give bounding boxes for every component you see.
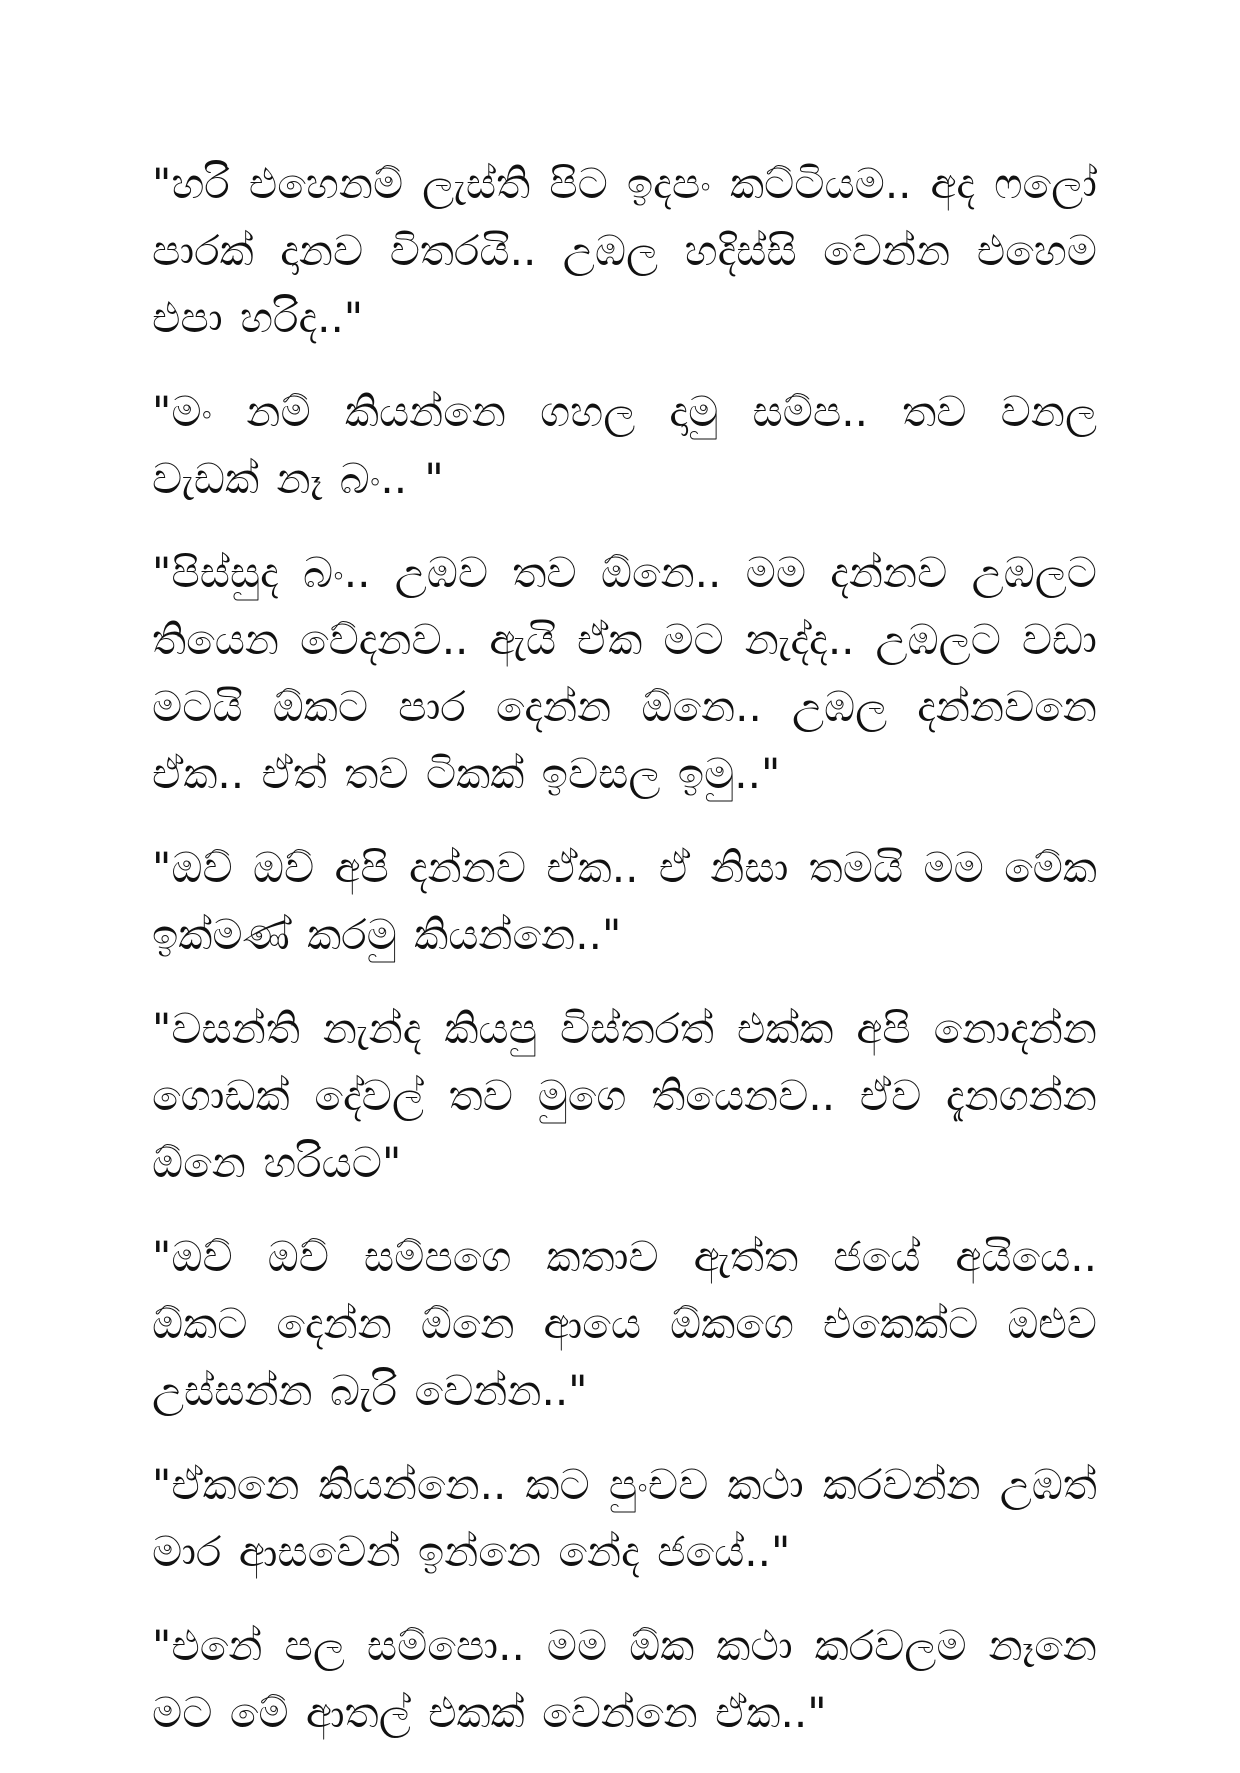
paragraph-3: "පිස්සුද බං.. උඹව තව ඕනෙ.. මම දන්නව උඹලට තියෙන වේදනව.. ඇයි ඒක මට නැද්ද.. උඹලට වඩා මටයි ඕකට පාර දෙන්න ඕනෙ.. උඹල දන්නවනෙ ඒක.. ඒත් තව ටිකක් ඉවසල ඉමු.." <box>152 548 1097 798</box>
paragraph-5: "වසන්ති නැන්ද කියපු විස්තරත් එක්ක අපි නොදන්න ගොඩක් දේවල් තව මුගෙ තියෙනව.. ඒව දැනගන්න ඕනෙ හරියට" <box>152 1004 1097 1187</box>
paragraph-1: "හරි එහෙනම් ලැස්ති පිට ඉදපං කට්ටියම.. අද ෆලෝ පාරක් දානව විතරයි.. උඹල හදිස්සි වෙන්න එහෙම එපා හරිද.." <box>152 159 1097 342</box>
paragraph-4: "ඔව් ඔව් අපි දන්නව ඒක.. ඒ නිසා තමයි මම මේක ඉක්මණ් කරමු කියන්නෙ.." <box>152 843 1097 959</box>
paragraph-7: "ඒකනෙ කියන්නෙ.. කට පුංචව කථා කරවන්න උඹත් මාර ආසවෙන් ඉන්නෙ නේද ජයේ.." <box>152 1460 1097 1576</box>
paragraph-6: "ඔව් ඔව් සම්පගෙ කතාව ඇත්ත ජයේ අයියෙ.. ඕකට දෙන්න ඕනෙ ආයෙ ඕකගෙ එකෙක්ට ඔළුව උස්සන්න බැරි වෙන්න.." <box>152 1232 1097 1415</box>
paragraph-8: "එනේ පල සම්පො.. මම ඕක කථා කරවලම නෑනෙ මට මේ ආතල් එකක් වෙන්නෙ ඒක.." <box>152 1621 1097 1737</box>
text-column <box>152 150 1097 1773</box>
paragraph-2: "මං නම් කියන්නෙ ගහල දාමු සම්ප.. තව වනල වැඩක් නෑ බං.. " <box>152 387 1097 503</box>
